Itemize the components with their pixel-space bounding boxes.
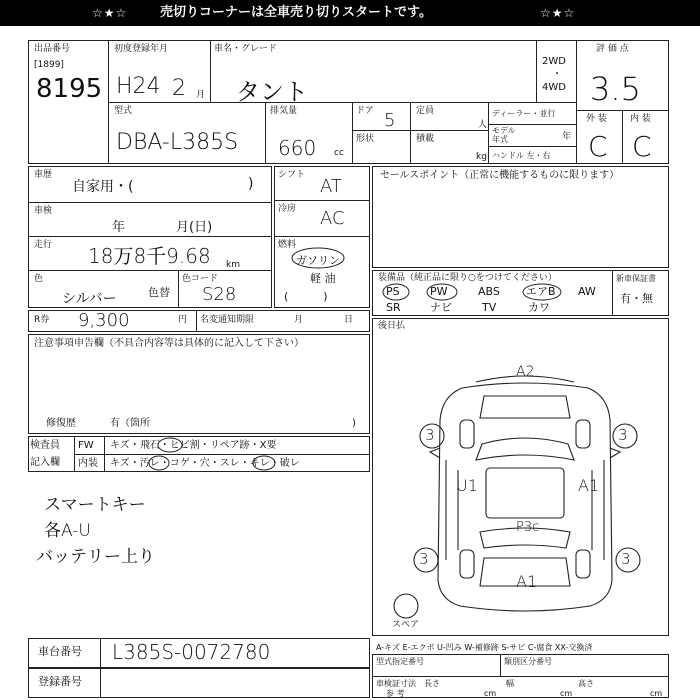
- interior-label: 内 装: [630, 114, 651, 124]
- width-label: 幅: [506, 679, 514, 688]
- banner-stars-right: ☆★☆: [540, 6, 576, 20]
- model-value: DBA-L385S: [116, 130, 239, 155]
- grade-value: 3.5: [590, 70, 641, 108]
- color-code-label: 色コード: [182, 274, 219, 284]
- first-reg-label: 初度登録年月: [114, 44, 169, 54]
- notes-label: 注意事項申告欄（不具合内容等は具体的に記入して下さい）: [34, 338, 304, 349]
- history-label: 車歴: [34, 170, 53, 180]
- fuel-other: ( ): [284, 290, 328, 303]
- equip-ps: PS: [386, 285, 400, 298]
- length-label: 長さ: [424, 679, 440, 688]
- equip-abs: ABS: [478, 285, 500, 298]
- km-unit: km: [226, 260, 240, 270]
- cc-unit: cc: [334, 148, 344, 158]
- first-reg-month: 2: [172, 76, 186, 101]
- diagram-mark-p3c: P3c: [516, 520, 540, 535]
- drive-dot: ・: [552, 69, 562, 80]
- banner-stars-left: ☆★☆: [92, 6, 128, 20]
- inspection-month-unit: 月(日): [176, 220, 213, 235]
- equip-pw: PW: [430, 285, 448, 298]
- history-close: ): [248, 176, 254, 192]
- kg-unit: kg: [476, 152, 487, 162]
- spare-label: スペア: [392, 620, 420, 630]
- handwritten-note-3: バッテリー上り: [36, 547, 155, 567]
- grade-label: 評 価 点: [596, 44, 629, 54]
- door-label: ドア: [356, 106, 374, 116]
- height-label: 高さ: [578, 679, 594, 688]
- drive-4wd: 4WD: [542, 82, 566, 93]
- recycle-value: 9,300: [78, 310, 130, 331]
- handwritten-note-2: 各A-U: [44, 521, 91, 541]
- checker-fw: FW: [78, 440, 94, 451]
- history-value: 自家用・(: [72, 179, 134, 195]
- equipment-label: 装備品（純正品に限り○をつけてください）: [378, 273, 557, 283]
- capacity-label: 定員: [416, 106, 435, 116]
- first-reg-month-unit: 月: [196, 90, 206, 100]
- fuel-label: 燃料: [278, 240, 297, 250]
- after-label: 後日払: [378, 321, 406, 331]
- diagram-mark-tire-rl: 3: [419, 550, 429, 568]
- type-cert-label: 型式指定番号: [376, 657, 424, 666]
- warranty-label: 新車保証書: [616, 274, 656, 283]
- model-year-unit: 年: [562, 132, 572, 142]
- diagram-mark-u1: U1: [456, 476, 478, 495]
- repair-value: 有（箇所: [110, 418, 150, 429]
- equip-sr: SR: [386, 301, 401, 314]
- mileage-label: 走行: [34, 240, 53, 250]
- name-change-day: 日: [344, 315, 354, 325]
- exterior-value: C: [588, 130, 608, 163]
- equip-navi: ナビ: [430, 301, 452, 314]
- equip-aw: AW: [578, 285, 596, 298]
- interior-value: C: [632, 130, 652, 163]
- name-change-month: 月: [294, 315, 304, 325]
- class-label: 類別区分番号: [504, 657, 552, 666]
- lot-number: 8195: [36, 74, 103, 104]
- shift-label: シフト: [278, 170, 306, 180]
- ac-label: 冷房: [278, 204, 297, 214]
- equip-airbag: エアB: [526, 285, 556, 298]
- checker-interior-items: キズ・汚レ・コゲ・穴・スレ・キレ・破レ: [110, 458, 300, 469]
- handwritten-note-1: スマートキー: [44, 495, 146, 515]
- color-code-value: S28: [202, 284, 237, 305]
- diagram-mark-a2: A2: [516, 364, 535, 380]
- lot-small: [1899]: [34, 60, 64, 70]
- repair-close: ): [352, 418, 356, 429]
- lot-label: 出品番号: [34, 44, 71, 54]
- diagram-mark-tire-fr: 3: [618, 426, 628, 444]
- reference-label: 参 考: [386, 689, 405, 698]
- handle-label: ハンドル 左・右: [492, 151, 551, 160]
- diagram-mark-a1-right: A1: [578, 476, 600, 495]
- length-cm: cm: [484, 689, 497, 698]
- load-label: 積載: [416, 134, 435, 144]
- car-name-value: タント: [236, 78, 308, 106]
- diagram-mark-a1-rear: A1: [516, 572, 538, 591]
- equip-tv: TV: [482, 301, 497, 314]
- displacement-value: 660: [278, 136, 317, 160]
- banner-text: 売切りコーナーは全車売り切りスタートです。: [160, 5, 432, 20]
- displacement-label: 排気量: [270, 106, 298, 116]
- capacity-unit: 人: [478, 120, 488, 130]
- first-reg-year: H24: [116, 74, 161, 99]
- color-value: シルバー: [62, 291, 117, 307]
- mileage-value: 18万8千9.68: [88, 244, 211, 268]
- fuel-gasoline: ガソリン: [296, 254, 340, 267]
- shape-label: 形状: [356, 134, 375, 144]
- drive-2wd: 2WD: [542, 56, 566, 67]
- width-cm: cm: [560, 689, 573, 698]
- chassis-value: L385S-0072780: [112, 640, 271, 664]
- equip-leather: カワ: [528, 301, 550, 314]
- reg-label: 登録番号: [38, 675, 82, 688]
- checker-label-1: 検査員: [30, 440, 60, 451]
- legend-text: A-キズ E-エクボ U-凹み W-補修跡 S-サビ C-腐食 XX-交換済: [376, 643, 593, 652]
- door-value: 5: [384, 110, 396, 131]
- diagram-mark-tire-rr: 3: [621, 550, 631, 568]
- exterior-label: 外 装: [586, 114, 607, 124]
- model-year-label: モデル 年式: [492, 126, 516, 144]
- color-label: 色: [34, 274, 44, 284]
- height-cm: cm: [650, 689, 663, 698]
- model-label: 型式: [114, 106, 133, 116]
- warranty-value: 有・無: [620, 292, 653, 305]
- fuel-diesel: 軽 油: [310, 272, 336, 285]
- recycle-label: R券: [34, 315, 50, 325]
- name-change-label: 名変通知期限: [200, 315, 255, 325]
- selling-points-label: セールスポイント（正常に機能するものに限ります）: [380, 170, 620, 181]
- checker-label-2: 記入欄: [30, 457, 60, 468]
- repair-label: 修復歴: [46, 418, 76, 429]
- color-change-label: 色替: [148, 286, 170, 299]
- ac-value: AC: [320, 208, 345, 229]
- inspection-label: 車検: [34, 206, 53, 216]
- car-name-label: 車名・グレード: [214, 44, 278, 54]
- recycle-yen: 円: [178, 315, 188, 325]
- size-label: 車検証寸法: [376, 679, 416, 688]
- diagram-mark-tire-fl: 3: [425, 426, 435, 444]
- shift-value: AT: [320, 176, 342, 197]
- checker-fw-items: キズ・飛石・ヒビ割・リペア跡・X要: [110, 440, 277, 451]
- inspection-year-unit: 年: [112, 220, 126, 235]
- dealer-label: ディーラー・並行: [492, 109, 556, 118]
- chassis-label: 車台番号: [38, 645, 82, 658]
- checker-interior-tag: 内装: [78, 458, 98, 469]
